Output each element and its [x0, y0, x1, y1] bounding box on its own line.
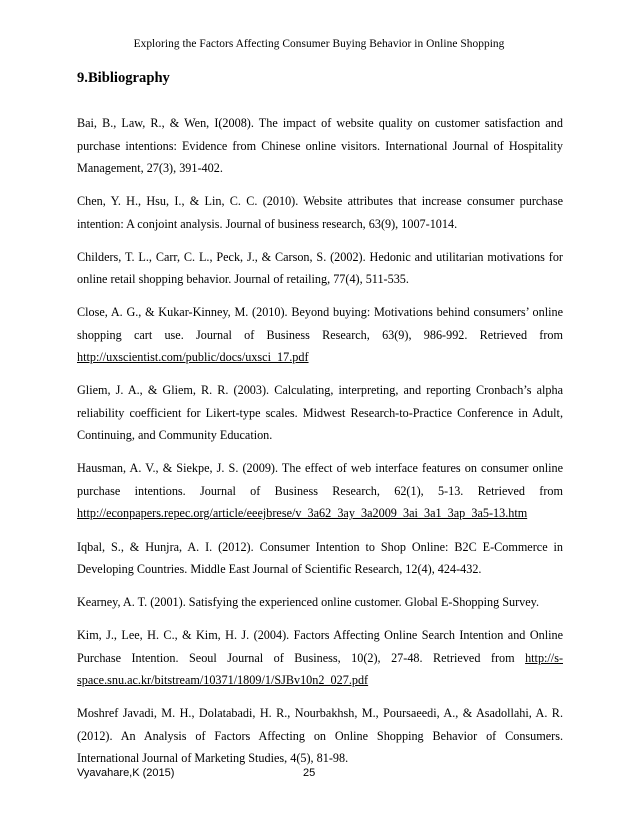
reference-item: [77, 246, 563, 291]
reference-text: Gliem, J. A., & Gliem, R. R. (2003). Calculating, interpreting, and reporting Cronbach’s alpha reliability coefficient for Likert-type scales. Midwest Research-to-Practice Conference in Adult, Continuing, and Community Education.: [77, 383, 563, 443]
reference-list: [77, 112, 563, 780]
reference-text: Childers, T. L., Carr, C. L., Peck, J., & Carson, S. (2002). Hedonic and utilitarian motivations for online retail shopping behavior. Journal of retailing, 77(4), 511-535.: [77, 249, 563, 287]
reference-text: Chen, Y. H., Hsu, I., & Lin, C. C. (2010). Website attributes that increase consumer purchase intention: A conjoint analysis. Journal of business research, 63(9), 1007-1014.: [77, 194, 563, 231]
reference-item: [77, 301, 563, 369]
reference-text: Moshref Javadi, M. H., Dolatabadi, H. R., Nourbakhsh, M., Poursaeedi, A., & Asadollahi, A. R. (2012). An Analysis of Factors Affecting on Online Shopping Behavior of Consumers. International Journal of Marketing Studies, 4(5), 81-98.: [77, 706, 563, 766]
reference-item: [77, 112, 563, 180]
page-number: 25: [303, 767, 316, 779]
reference-text: Kim, J., Lee, H. C., & Kim, H. J. (2004). Factors Affecting Online Search Intention and Online Purchase Intention. Seoul Journal of Business, 10(2), 27-48. Retrieved from: [77, 628, 563, 665]
reference-item: [77, 624, 563, 692]
reference-text: Kearney, A. T. (2001). Satisfying the experienced online customer. Global E-Shopping Survey.: [77, 595, 540, 610]
reference-item: [77, 457, 563, 525]
section-title: 9.Bibliography: [77, 70, 170, 86]
reference-link[interactable]: http://uxscientist.com/public/docs/uxsci_17.pdf: [77, 350, 309, 365]
reference-item: [77, 702, 563, 770]
reference-text: Close, A. G., & Kukar-Kinney, M. (2010). Beyond buying: Motivations behind consumers’ online shopping cart use. Journal of Business Research, 63(9), 986-992. Retrieved from: [77, 305, 563, 342]
footer-author: Vyavahare,K (2015): [77, 767, 175, 779]
reference-item: [77, 591, 563, 614]
reference-link[interactable]: http://econpapers.repec.org/article/eeejbrese/v_3a62_3ay_3a2009_3ai_3a1_3ap_3a5-13.htm: [77, 506, 528, 521]
reference-text: Hausman, A. V., & Siekpe, J. S. (2009). The effect of web interface features on consumer online purchase intentions. Journal of Business Research, 62(1), 5-13. Retrieved from: [77, 461, 563, 498]
running-header: Exploring the Factors Affecting Consumer Buying Behavior in Online Shopping: [133, 38, 505, 50]
reference-item: [77, 190, 563, 235]
reference-link[interactable]: http://s-space.snu.ac.kr/bitstream/10371/1809/1/SJBv10n2_027.pdf: [77, 650, 563, 688]
reference-item: [77, 536, 563, 581]
reference-text: Iqbal, S., & Hunjra, A. I. (2012). Consumer Intention to Shop Online: B2C E-Commerce in Developing Countries. Middle East Journal of Scientific Research, 12(4), 424-432.: [77, 539, 563, 577]
reference-text: Bai, B., Law, R., & Wen, I(2008). The impact of website quality on customer satisfaction and purchase intentions: Evidence from Chinese online visitors. International Journal of Hospitality Management, 27(3), 391-402.: [77, 116, 563, 175]
reference-item: [77, 379, 563, 447]
